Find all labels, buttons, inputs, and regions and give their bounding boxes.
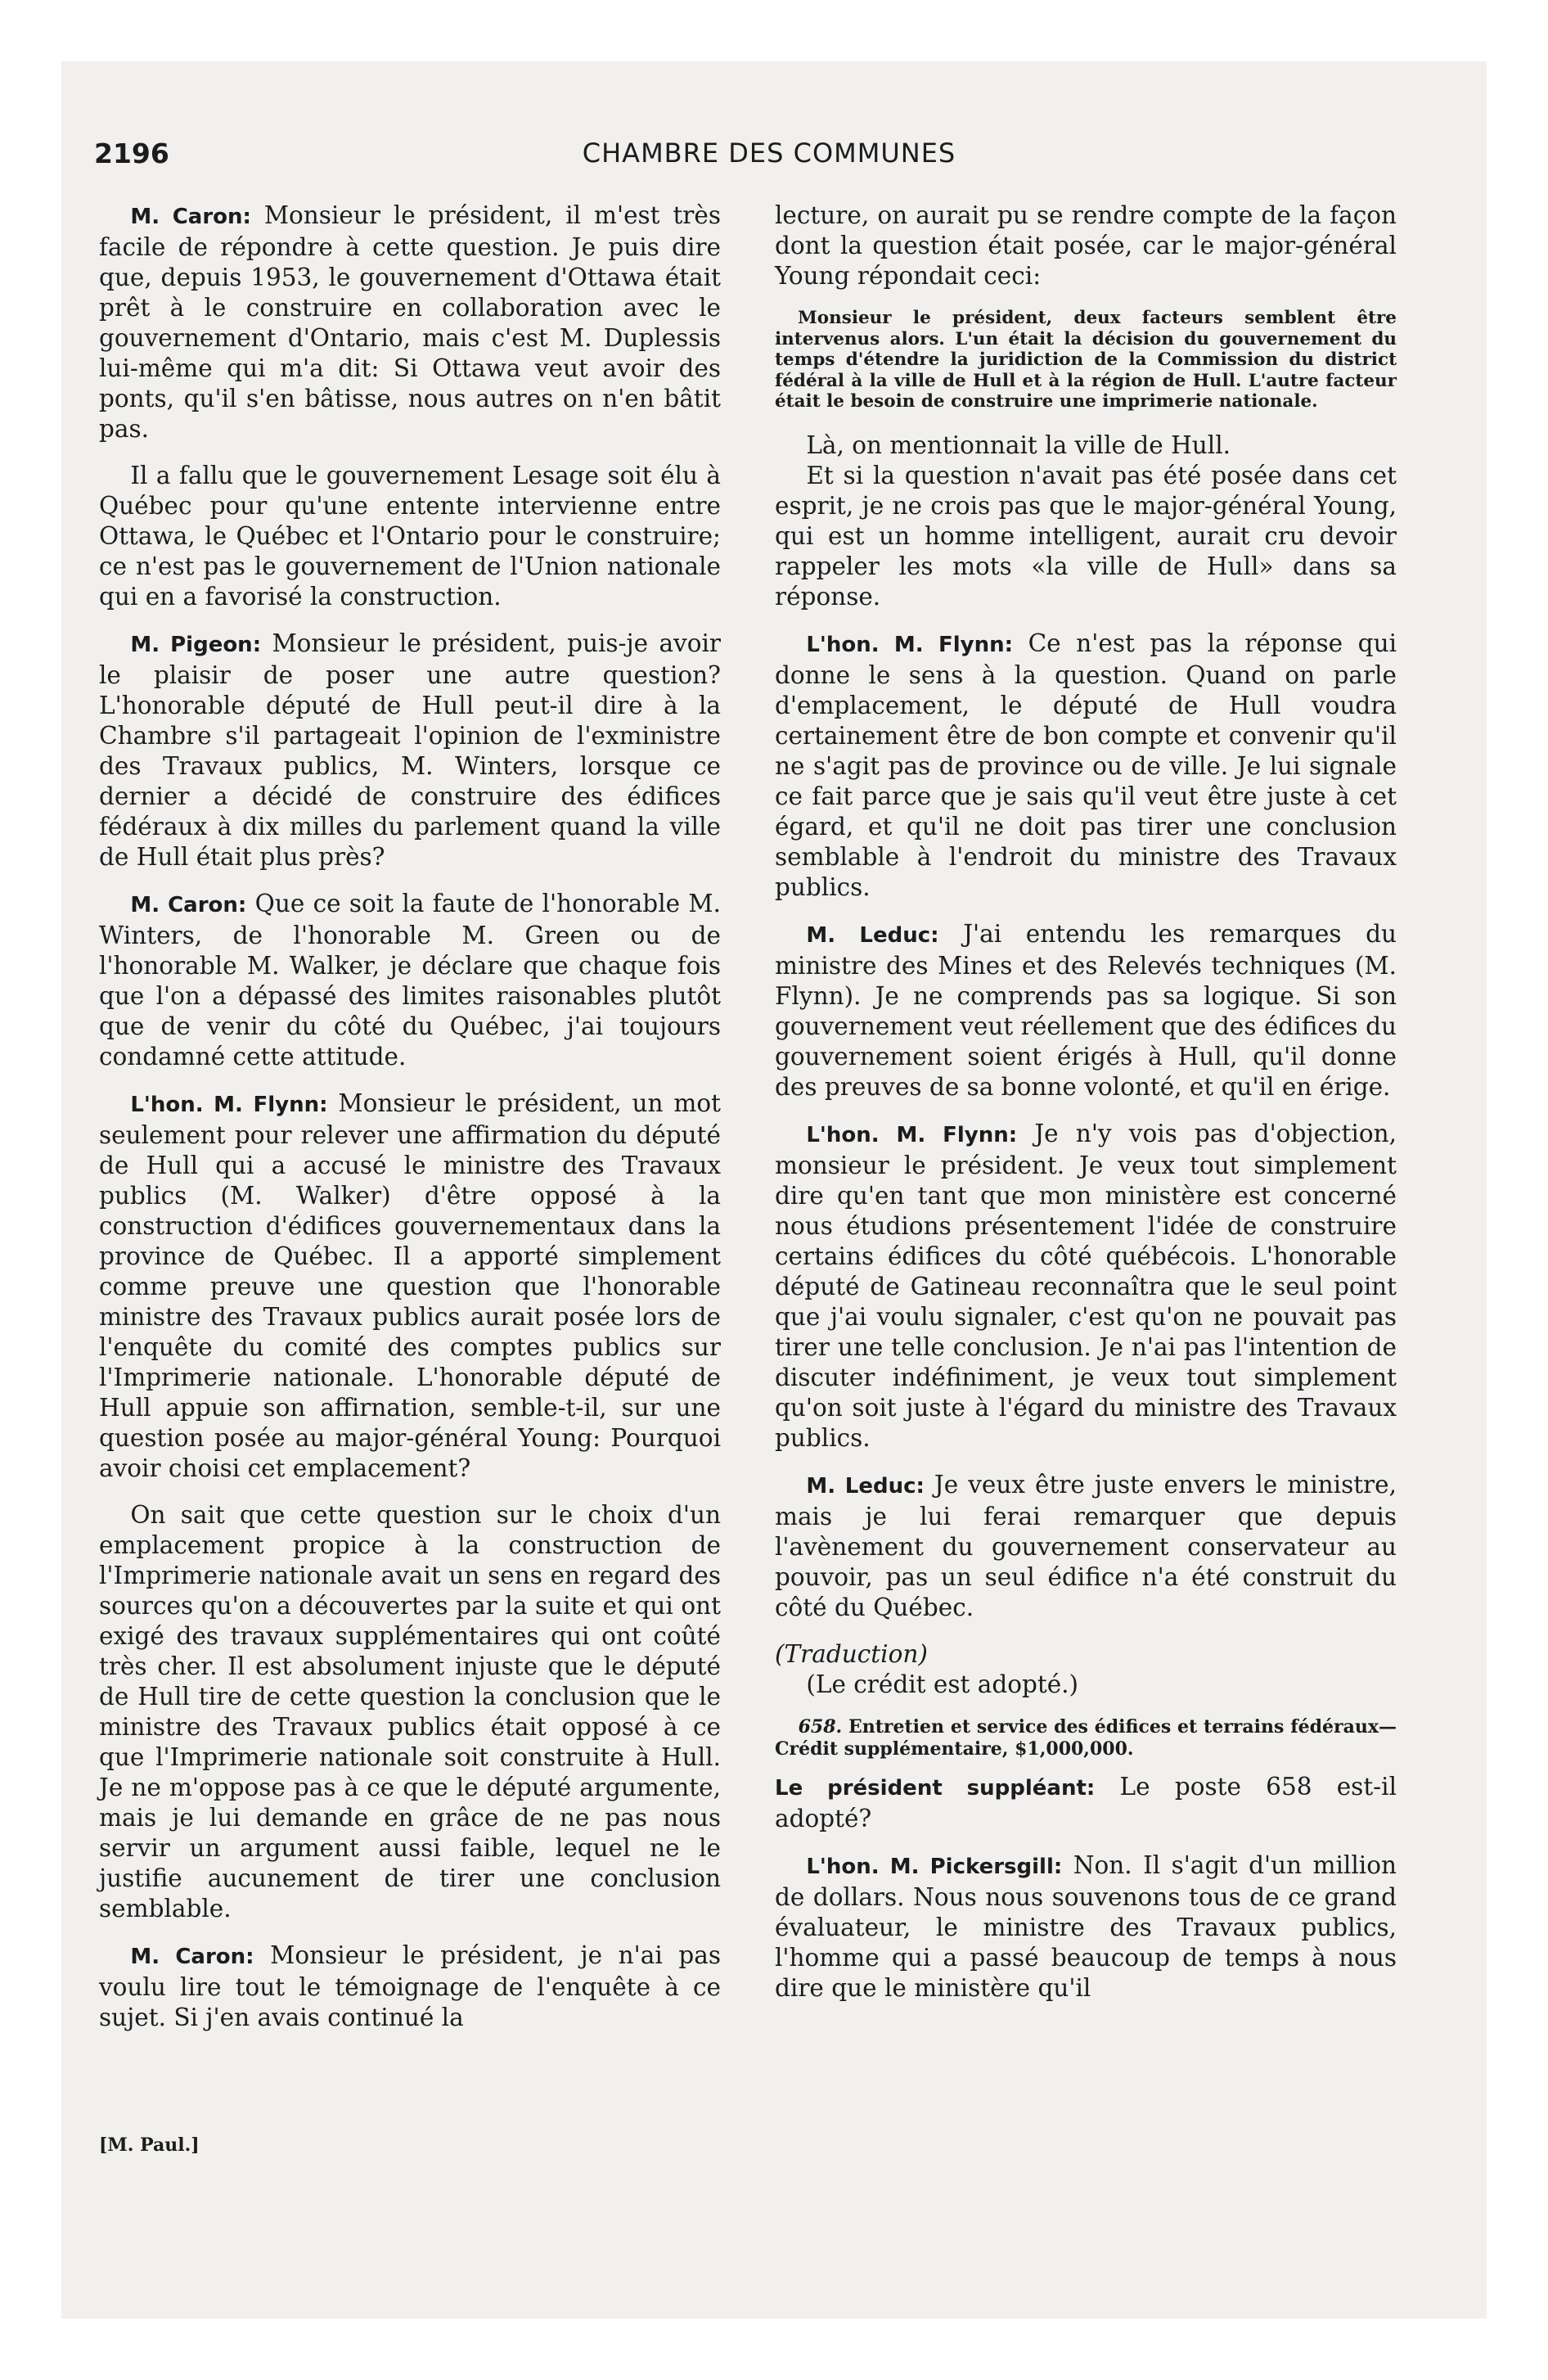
speaker-name: Le président suppléant: [775,1775,1096,1801]
continued-paragraph: lecture, on aurait pu se rendre compte de la façon dont la question était posée, car le major-général Young répondait ceci: [775,201,1397,290]
speaker-name: M. Caron: [130,893,247,917]
speaker-name: M. Pigeon: [130,633,262,657]
speech-text: Monsieur le président, puis-je avoir le plaisir de poser une autre question? L'honorable député de Hull peut-il dire à la Chambre s'il partageait l'opinion de l'exministre des Travaux publics, M. Winters, lorsque ce dernier a décidé de construire des édifices fédéraux à dix milles du parlement quand la ville de Hull était plus près? [99,629,721,871]
speaker-name: L'hon. M. Flynn: [806,1122,1018,1147]
speaker-name: L'hon. M. Pickersgill: [806,1854,1063,1879]
speech-paragraph [99,201,721,444]
speech-paragraph [99,1089,721,1484]
speech-text: Le poste 658 est-il adopté? [775,1772,1397,1832]
speech-text: Monsieur le président, un mot seulement pour relever une affirmation du député de Hull qui a accusé le ministre des Travaux publics (M. Walker) d'être opposé à la construction d'édifices gouvernementaux dans la province de Québec. Il a apporté simplement comme preuve une question que l'honorable ministre des Travaux publics aurait posée lors de l'enquête du comité des comptes publics sur l'Imprimerie nationale. L'honorable député de Hull appuie son affirnation, semble-t-il, sur une question posée au major-général Young: Pourquoi avoir choisi cet emplacement? [99,1089,721,1482]
speech-paragraph [775,629,1397,903]
speech-text: Il a fallu que le gouvernement Lesage soit élu à Québec pour qu'une entente intervienne entre Ottawa, le Québec et l'Ontario pour le construire; ce n'est pas le gouvernement de l'Union nationale qui en a favorisé la construction. [99,462,721,611]
speech-paragraph [775,1119,1397,1454]
speech-text: On sait que cette question sur le choix d'un emplacement propice à la construction de l'Imprimerie nationale avait un sens en regard des sources qu'on a découvertes par la suite et qui ont exigé des travaux supplémentaires qui ont coûté très cher. Il est absolument injuste que le député de Hull tire de cette question la conclusion que le ministre des Travaux publics était opposé à ce que l'Imprimerie nationale soit construite à Hull. Je ne m'oppose pas à ce que le député argumente, mais je lui demande en grâce de ne pas nous servir un argument aussi faible, lequel ne le justifie aucunement de tirer une conclusion semblable. [99,1501,721,1922]
speech-text: Ce n'est pas la réponse qui donne le sens à la question. Quand on parle d'emplacement, le député de Hull voudra certainement être de bon compte et convenir qu'il ne s'agit pas de province ou de ville. Je lui signale ce fait parce que je sais qu'il veut être juste à cet égard, et qu'il ne doit pas tirer une conclusion semblable à l'endroit du ministre des Travaux publics. [775,629,1397,901]
credit-adopted-note: (Le crédit est adopté.) [806,1670,1079,1698]
speech-paragraph [775,919,1397,1102]
footer-note: [M. Paul.] [99,2134,200,2156]
speech-paragraph [99,461,721,612]
speaker-name: M. Caron: [130,1945,254,1969]
page-header [94,137,1444,187]
right-column [775,201,1397,2020]
left-column [99,201,721,2049]
translation-note: (Traduction) [775,1639,928,1668]
speech-text: Je veux être juste envers le ministre, mais je lui ferai remarquer que depuis l'avènement du gouvernement conservateur au pouvoir, pas un seul édifice n'a été construit du côté du Québec. [775,1470,1397,1621]
block-quote: Monsieur le président, deux facteurs semblent être intervenus alors. L'un était la décision du gouvernement du temps d'étendre la juridiction de la Commission du district fédéral à la ville de Hull et à la région de Hull. L'autre facteur était le besoin de construire une imprimerie nationale. [775,308,1397,412]
speaker-name: M. Caron: [130,205,251,229]
speech-text: Que ce soit la faute de l'honorable M. Winters, de l'honorable M. Green ou de l'honorable M. Walker, je déclare que chaque fois que l'on a dépassé des limites raisonables plutôt que de venir du côté du Québec, j'ai toujours condamné cette attitude. [99,890,721,1071]
paragraph: Là, on mentionnait la ville de Hull. [806,430,1231,459]
item-number: 658. [798,1715,843,1738]
speech-paragraph [99,629,721,872]
speaker-name: M. Leduc: [806,1473,925,1499]
speech-text: Monsieur le président, il m'est très facile de répondre à cette question. Je puis dire que, depuis 1953, le gouvernement d'Ottawa était prêt à le construire en collaboration avec le gouvernement d'Ontario, mais c'est M. Duplessis lui-même qui m'a dit: Si Ottawa veut avoir des ponts, qu'il s'en bâtisse, nous autres on n'en bâtit pas. [99,201,721,443]
item-text: Entretien et service des édifices et terrains fédéraux—Crédit supplémentaire, $1,000,000. [775,1715,1397,1760]
paragraph: Et si la question n'avait pas été posée dans cet esprit, je ne crois pas que le major-général Young, qui est un homme intelligent, aurait cru devoir rappeler les mots «la ville de Hull» dans sa réponse. [775,461,1397,611]
speech-text: J'ai entendu les remarques du ministre des Mines et des Relevés techniques (M. Flynn). Je ne comprends pas sa logique. Si son gouvernement veut réellement que des édifices du gouvernement soient érigés à Hull, qu'il donne des preuves de sa bonne volonté, et qu'il en érige. [775,919,1397,1101]
speaker-name: L'hon. M. Flynn: [130,1093,328,1117]
speech-paragraph [775,1470,1397,1623]
speaker-name: M. Leduc: [806,922,939,948]
speech-paragraph [99,1500,721,1924]
speech-paragraph [99,1941,721,2033]
running-title: CHAMBRE DES COMMUNES [582,137,956,169]
speech-text: Non. Il s'agit d'un million de dollars. Nous nous souvenons tous de ce grand évaluateur, le ministre des Travaux publics, l'homme qui a passé beaucoup de temps à nous dire que le ministère qu'il [775,1850,1397,2002]
speech-text: Je n'y vois pas d'objection, monsieur le président. Je veux tout simplement dire qu'en tant que mon ministère est concerné nous étudions présentement l'idée de construire certains édifices du côté québécois. L'honorable député de Gatineau reconnaîtra que le seul point que j'ai voulu signaler, c'est qu'on ne pouvait pas tirer une telle conclusion. Je n'ai pas l'intention de discuter indéfiniment, je veux tout simplement qu'on soit juste à l'égard du ministre des Travaux publics. [775,1119,1397,1452]
speech-paragraph [99,889,721,1072]
speech-paragraph [775,1772,1397,1834]
speaker-name: L'hon. M. Flynn: [806,632,1013,657]
budget-item [775,1716,1397,1760]
speech-paragraph [775,1850,1397,2004]
page-number: 2196 [94,137,169,169]
speech-text: Monsieur le président, je n'ai pas voulu lire tout le témoignage de l'enquête à ce sujet. Si j'en avais continué la [99,1941,721,2031]
